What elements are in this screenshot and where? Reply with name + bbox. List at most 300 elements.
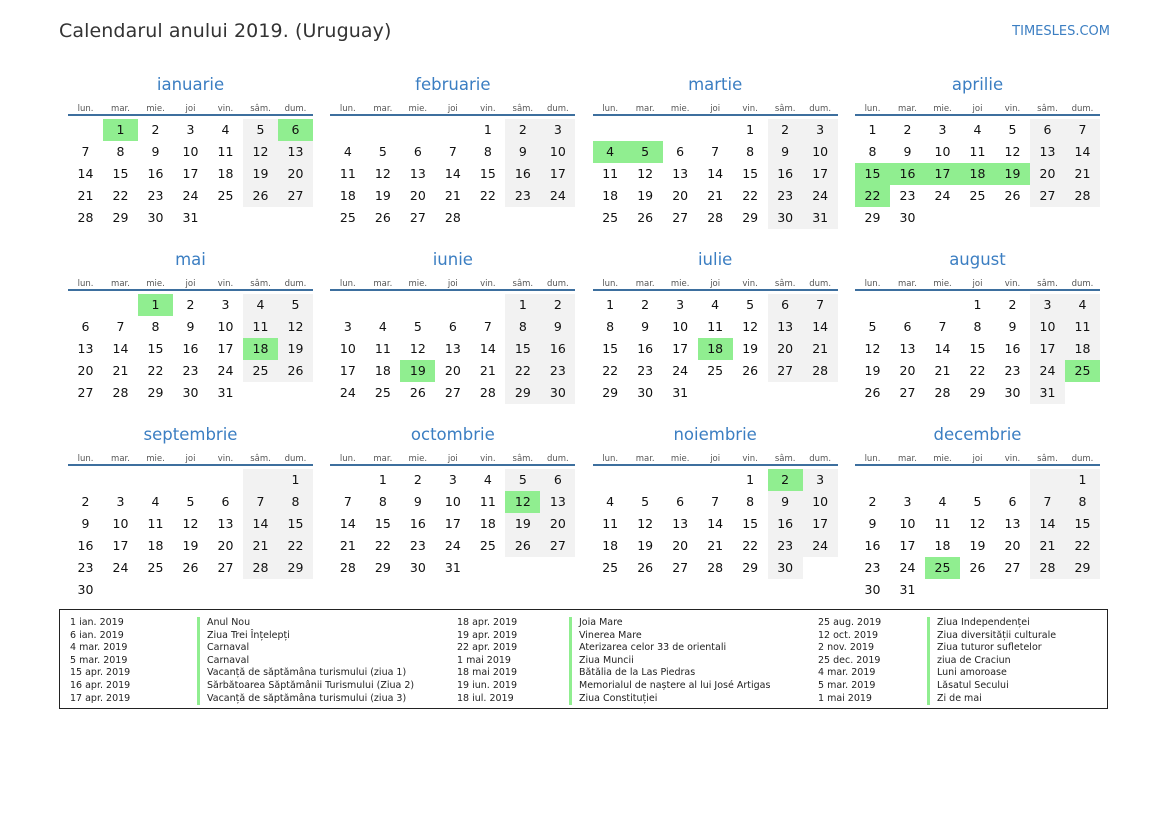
day-cell: 23: [1004, 363, 1021, 378]
day-cell: 29: [864, 210, 881, 225]
day-cell: 3: [116, 494, 125, 509]
day-cell: 21: [707, 188, 724, 203]
day-cell: 25: [339, 210, 356, 225]
day-cell: 13: [409, 166, 426, 181]
day-cell: 4: [483, 472, 492, 487]
month-august: [855, 249, 1100, 424]
days-grid: [593, 469, 838, 579]
day-cell: 4: [343, 144, 352, 159]
day-cell: 16: [540, 338, 575, 360]
page-title: Calendarul anului 2019. (Uruguay): [59, 20, 392, 42]
day-cell: 1: [606, 297, 615, 312]
weekday-label: dum.: [809, 104, 832, 114]
day-cell: 30: [182, 385, 199, 400]
day-cell: 21: [934, 363, 951, 378]
day-cell: 28: [803, 360, 838, 382]
day-cell: 1: [746, 122, 755, 137]
day-cell: 21: [803, 338, 838, 360]
legend-holiday-name: Carnaval: [197, 642, 249, 655]
legend-date: 22 apr. 2019: [457, 642, 518, 654]
day-cell: 9: [768, 141, 803, 163]
day-cell: 2: [868, 494, 877, 509]
weekday-label: mie.: [146, 279, 165, 289]
weekday-label: mar.: [898, 454, 917, 464]
day-cell: 11: [1065, 316, 1100, 338]
day-cell: 16: [768, 163, 803, 185]
legend-date: 6 ian. 2019: [70, 629, 124, 641]
day-cell: 7: [81, 144, 90, 159]
day-cell: 2: [81, 494, 90, 509]
legend-date: 18 iul. 2019: [457, 692, 514, 704]
day-cell: 28: [243, 557, 278, 579]
weekday-header: [593, 96, 838, 116]
day-cell: 29: [505, 382, 540, 404]
day-cell: 1: [868, 122, 877, 137]
day-cell: 13: [672, 166, 689, 181]
day-cell: 22: [374, 538, 391, 553]
day-cell: 14: [707, 166, 724, 181]
day-cell: 22: [112, 188, 129, 203]
day-cell: 6: [413, 144, 422, 159]
legend-holiday-name: Sărbătoarea Săptămânii Turismului (Ziua 2): [197, 680, 414, 693]
day-cell: 6: [903, 319, 912, 334]
weekday-label: joi: [447, 104, 458, 114]
day-cell: 12: [182, 516, 199, 531]
day-cell: 19: [864, 363, 881, 378]
day-cell: 18: [339, 188, 356, 203]
month-name: septembrie: [143, 425, 238, 444]
day-cell: 25: [217, 188, 234, 203]
weekday-label: joi: [185, 279, 196, 289]
legend-date: 19 apr. 2019: [457, 629, 518, 641]
day-cell: 31: [1030, 382, 1065, 404]
month-name: februarie: [415, 75, 491, 94]
day-cell: 8: [1065, 491, 1100, 513]
day-cell: 11: [602, 516, 619, 531]
empty-cell: [698, 119, 733, 141]
day-cell: 8: [505, 316, 540, 338]
day-cell: 27: [540, 535, 575, 557]
day-cell: 5: [973, 494, 982, 509]
weekday-label: sâm.: [1037, 104, 1058, 114]
day-cell: 16: [147, 166, 164, 181]
day-cell: 14: [479, 341, 496, 356]
day-cell: 11: [934, 516, 951, 531]
day-cell: 6: [676, 144, 685, 159]
day-cell: 6: [1030, 119, 1065, 141]
day-cell: 26: [742, 363, 759, 378]
weekday-label: dum.: [809, 454, 832, 464]
day-cell: 15: [479, 166, 496, 181]
weekday-label: dum.: [284, 454, 307, 464]
month-mai: [68, 249, 313, 424]
empty-cell: [1030, 469, 1065, 491]
day-cell: 8: [606, 319, 615, 334]
weekday-label: lun.: [77, 279, 94, 289]
empty-cell: [330, 469, 365, 491]
day-cell: 31: [803, 207, 838, 229]
day-cell: 8: [973, 319, 982, 334]
legend-date: 18 apr. 2019: [457, 617, 518, 628]
day-cell: 18: [934, 538, 951, 553]
weekday-label: dum.: [284, 104, 307, 114]
day-cell: 24: [934, 188, 951, 203]
day-cell: 28: [444, 210, 461, 225]
day-cell: 21: [243, 535, 278, 557]
day-cell: 1: [378, 472, 387, 487]
day-cell: 2: [540, 294, 575, 316]
day-cell: 21: [339, 538, 356, 553]
day-cell: 22: [479, 188, 496, 203]
day-cell: 12: [374, 166, 391, 181]
day-cell: 27: [1004, 560, 1021, 575]
legend-date: 4 mar. 2019: [818, 667, 876, 679]
month-name: noiembrie: [673, 425, 757, 444]
day-cell: 4: [606, 494, 615, 509]
month-name: decembrie: [933, 425, 1022, 444]
weekday-label: vin.: [217, 279, 234, 289]
day-cell: 13: [278, 141, 313, 163]
weekday-label: vin.: [1004, 279, 1021, 289]
day-cell: 28: [1065, 185, 1100, 207]
day-cell: 23: [77, 560, 94, 575]
legend-holiday-name: Memorialul de naștere al lui José Artigas: [569, 680, 770, 693]
weekday-label: vin.: [742, 279, 758, 289]
day-cell: 28: [1030, 557, 1065, 579]
weekday-label: sâm.: [512, 454, 534, 464]
day-cell: 27: [409, 210, 426, 225]
legend-date: 25 dec. 2019: [818, 654, 881, 666]
days-grid: [855, 294, 1100, 404]
day-cell: 12: [278, 316, 313, 338]
weekday-label: joi: [710, 279, 721, 289]
holiday-day: 18: [960, 163, 995, 185]
empty-cell: [400, 119, 435, 141]
day-cell: 13: [1030, 141, 1065, 163]
day-cell: 24: [803, 535, 838, 557]
day-cell: 30: [409, 560, 426, 575]
empty-cell: [400, 294, 435, 316]
weekday-label: sâm.: [1037, 279, 1058, 289]
day-cell: 28: [112, 385, 129, 400]
day-cell: 3: [803, 469, 838, 491]
day-cell: 29: [969, 385, 986, 400]
day-cell: 22: [147, 363, 164, 378]
day-cell: 20: [672, 188, 689, 203]
weekday-label: mie.: [146, 104, 165, 114]
weekday-label: lun.: [602, 104, 619, 114]
day-cell: 6: [448, 319, 457, 334]
day-cell: 1: [483, 122, 492, 137]
day-cell: 28: [934, 385, 951, 400]
day-cell: 22: [742, 538, 759, 553]
day-cell: 8: [746, 144, 755, 159]
legend-date: 1 ian. 2019: [70, 617, 124, 628]
day-cell: 11: [243, 316, 278, 338]
month-martie: [593, 74, 838, 249]
month-noiembrie: [593, 424, 838, 599]
day-cell: 9: [505, 141, 540, 163]
weekday-label: mar.: [111, 454, 130, 464]
day-cell: 2: [903, 122, 912, 137]
weekday-label: lun.: [602, 454, 619, 464]
day-cell: 23: [409, 538, 426, 553]
day-cell: 16: [409, 516, 426, 531]
weekday-label: vin.: [1004, 454, 1021, 464]
day-cell: 15: [742, 516, 759, 531]
day-cell: 10: [339, 341, 356, 356]
day-cell: 13: [444, 341, 461, 356]
day-cell: 19: [505, 513, 540, 535]
weekday-label: dum.: [546, 104, 569, 114]
legend-holiday-name: Vacanță de săptămâna turismului (ziua 1): [197, 667, 406, 680]
empty-cell: [173, 469, 208, 491]
day-cell: 25: [707, 363, 724, 378]
day-cell: 20: [1030, 163, 1065, 185]
holiday-day: 12: [505, 491, 540, 513]
weekday-label: lun.: [602, 279, 619, 289]
day-cell: 20: [444, 363, 461, 378]
month-name: ianuarie: [156, 75, 225, 94]
day-cell: 15: [1065, 513, 1100, 535]
day-cell: 8: [278, 491, 313, 513]
days-grid: [68, 119, 313, 229]
day-cell: 24: [672, 363, 689, 378]
day-cell: 27: [672, 210, 689, 225]
day-cell: 21: [112, 363, 129, 378]
weekday-header: [593, 271, 838, 291]
empty-cell: [365, 119, 400, 141]
day-cell: 25: [479, 538, 496, 553]
weekday-label: mie.: [670, 279, 690, 289]
weekday-label: joi: [972, 104, 983, 114]
day-cell: 28: [707, 210, 724, 225]
day-cell: 15: [602, 341, 619, 356]
month-decembrie: [855, 424, 1100, 599]
weekday-label: mar.: [111, 279, 130, 289]
day-cell: 3: [903, 494, 912, 509]
day-cell: 15: [505, 338, 540, 360]
day-cell: 26: [182, 560, 199, 575]
day-cell: 2: [186, 297, 195, 312]
day-cell: 6: [1008, 494, 1017, 509]
legend-date: 17 apr. 2019: [70, 692, 131, 704]
days-grid: [330, 294, 575, 404]
day-cell: 31: [672, 385, 689, 400]
empty-cell: [330, 119, 365, 141]
day-cell: 20: [77, 363, 94, 378]
day-cell: 16: [768, 513, 803, 535]
month-iulie: [593, 249, 838, 424]
day-cell: 1: [973, 297, 982, 312]
holiday-legend: [59, 609, 1108, 709]
day-cell: 9: [1008, 319, 1017, 334]
day-cell: 3: [343, 319, 352, 334]
day-cell: 8: [116, 144, 125, 159]
weekday-header: [68, 446, 313, 466]
legend-holiday-name: Vacanță de săptămâna turismului (ziua 3): [197, 693, 406, 706]
weekday-label: mie.: [670, 454, 690, 464]
day-cell: 18: [147, 538, 164, 553]
day-cell: 20: [899, 363, 916, 378]
day-cell: 13: [672, 516, 689, 531]
weekday-label: joi: [972, 454, 983, 464]
day-cell: 15: [374, 516, 391, 531]
day-cell: 17: [112, 538, 129, 553]
day-cell: 9: [186, 319, 195, 334]
day-cell: 31: [217, 385, 234, 400]
day-cell: 30: [899, 210, 916, 225]
day-cell: 12: [637, 516, 654, 531]
day-cell: 17: [339, 363, 356, 378]
day-cell: 6: [81, 319, 90, 334]
days-grid: [855, 469, 1100, 601]
empty-cell: [995, 469, 1030, 491]
day-cell: 31: [899, 582, 916, 597]
day-cell: 22: [278, 535, 313, 557]
day-cell: 4: [1065, 294, 1100, 316]
day-cell: 4: [711, 297, 720, 312]
day-cell: 10: [112, 516, 129, 531]
legend-holiday-name: Aterizarea celor 33 de orientali: [569, 642, 726, 655]
month-februarie: [330, 74, 575, 249]
weekday-label: mar.: [635, 279, 655, 289]
day-cell: 17: [217, 341, 234, 356]
day-cell: 23: [147, 188, 164, 203]
day-cell: 30: [768, 557, 803, 579]
weekday-header: [68, 271, 313, 291]
weekday-label: dum.: [1071, 454, 1094, 464]
day-cell: 10: [1030, 316, 1065, 338]
weekday-label: joi: [447, 279, 458, 289]
day-cell: 13: [1004, 516, 1021, 531]
day-cell: 20: [409, 188, 426, 203]
weekday-label: mie.: [933, 279, 952, 289]
holiday-day: 4: [593, 141, 628, 163]
legend-holiday-name: Zi de mai: [927, 693, 982, 706]
empty-cell: [628, 469, 663, 491]
legend-holiday-name: Lăsatul Secului: [927, 680, 1009, 693]
holiday-day: 15: [855, 163, 890, 185]
holiday-day: 25: [925, 557, 960, 579]
legend-holiday-name: Joia Mare: [569, 617, 623, 630]
day-cell: 3: [676, 297, 685, 312]
month-name: iunie: [432, 250, 473, 269]
empty-cell: [890, 294, 925, 316]
day-cell: 24: [803, 185, 838, 207]
weekday-label: joi: [710, 104, 721, 114]
day-cell: 12: [409, 341, 426, 356]
day-cell: 4: [243, 294, 278, 316]
empty-cell: [593, 469, 628, 491]
day-cell: 29: [602, 385, 619, 400]
legend-holiday-name: Ziua diversității culturale: [927, 630, 1056, 643]
day-cell: 30: [77, 582, 94, 597]
day-cell: 13: [899, 341, 916, 356]
day-cell: 30: [1004, 385, 1021, 400]
day-cell: 9: [768, 491, 803, 513]
site-link[interactable]: TIMESLES.COM: [1012, 24, 1110, 39]
day-cell: 27: [444, 385, 461, 400]
day-cell: 30: [864, 582, 881, 597]
day-cell: 25: [374, 385, 391, 400]
day-cell: 9: [903, 144, 912, 159]
empty-cell: [855, 469, 890, 491]
legend-holiday-name: Vinerea Mare: [569, 630, 642, 643]
day-cell: 26: [505, 535, 540, 557]
day-cell: 10: [899, 516, 916, 531]
weekday-label: lun.: [339, 104, 356, 114]
legend-date: 15 apr. 2019: [70, 667, 131, 679]
empty-cell: [960, 469, 995, 491]
weekday-label: dum.: [1071, 104, 1094, 114]
day-cell: 17: [444, 516, 461, 531]
empty-cell: [365, 294, 400, 316]
weekday-label: lun.: [864, 104, 881, 114]
day-cell: 21: [1065, 163, 1100, 185]
day-cell: 10: [217, 319, 234, 334]
legend-holiday-name: Ziua Constituției: [569, 693, 657, 706]
day-cell: 14: [1030, 513, 1065, 535]
day-cell: 5: [378, 144, 387, 159]
day-cell: 14: [444, 166, 461, 181]
day-cell: 7: [483, 319, 492, 334]
day-cell: 29: [1065, 557, 1100, 579]
weekday-label: sâm.: [512, 104, 534, 114]
weekday-label: lun.: [864, 279, 881, 289]
day-cell: 4: [151, 494, 160, 509]
day-cell: 12: [637, 166, 654, 181]
day-cell: 14: [339, 516, 356, 531]
month-aprilie: [855, 74, 1100, 249]
day-cell: 1: [505, 294, 540, 316]
day-cell: 14: [707, 516, 724, 531]
months-grid: [68, 74, 1100, 599]
day-cell: 24: [540, 185, 575, 207]
day-cell: 25: [969, 188, 986, 203]
day-cell: 16: [1004, 341, 1021, 356]
day-cell: 29: [278, 557, 313, 579]
day-cell: 19: [742, 341, 759, 356]
day-cell: 7: [448, 144, 457, 159]
day-cell: 21: [444, 188, 461, 203]
day-cell: 24: [899, 560, 916, 575]
day-cell: 1: [278, 469, 313, 491]
day-cell: 23: [505, 185, 540, 207]
weekday-label: joi: [447, 454, 458, 464]
day-cell: 13: [540, 491, 575, 513]
month-iunie: [330, 249, 575, 424]
day-cell: 8: [378, 494, 387, 509]
weekday-label: sâm.: [512, 279, 534, 289]
day-cell: 26: [637, 210, 654, 225]
day-cell: 7: [711, 144, 720, 159]
day-cell: 29: [742, 210, 759, 225]
day-cell: 15: [147, 341, 164, 356]
legend-date: 12 oct. 2019: [818, 629, 879, 641]
legend-date: 5 mar. 2019: [818, 679, 876, 691]
holiday-day: 18: [243, 338, 278, 360]
weekday-label: sâm.: [250, 104, 271, 114]
day-cell: 29: [147, 385, 164, 400]
holiday-day: 22: [855, 185, 890, 207]
day-cell: 31: [182, 210, 199, 225]
day-cell: 7: [1065, 119, 1100, 141]
day-cell: 19: [243, 163, 278, 185]
day-cell: 16: [182, 341, 199, 356]
day-cell: 14: [243, 513, 278, 535]
day-cell: 9: [413, 494, 422, 509]
